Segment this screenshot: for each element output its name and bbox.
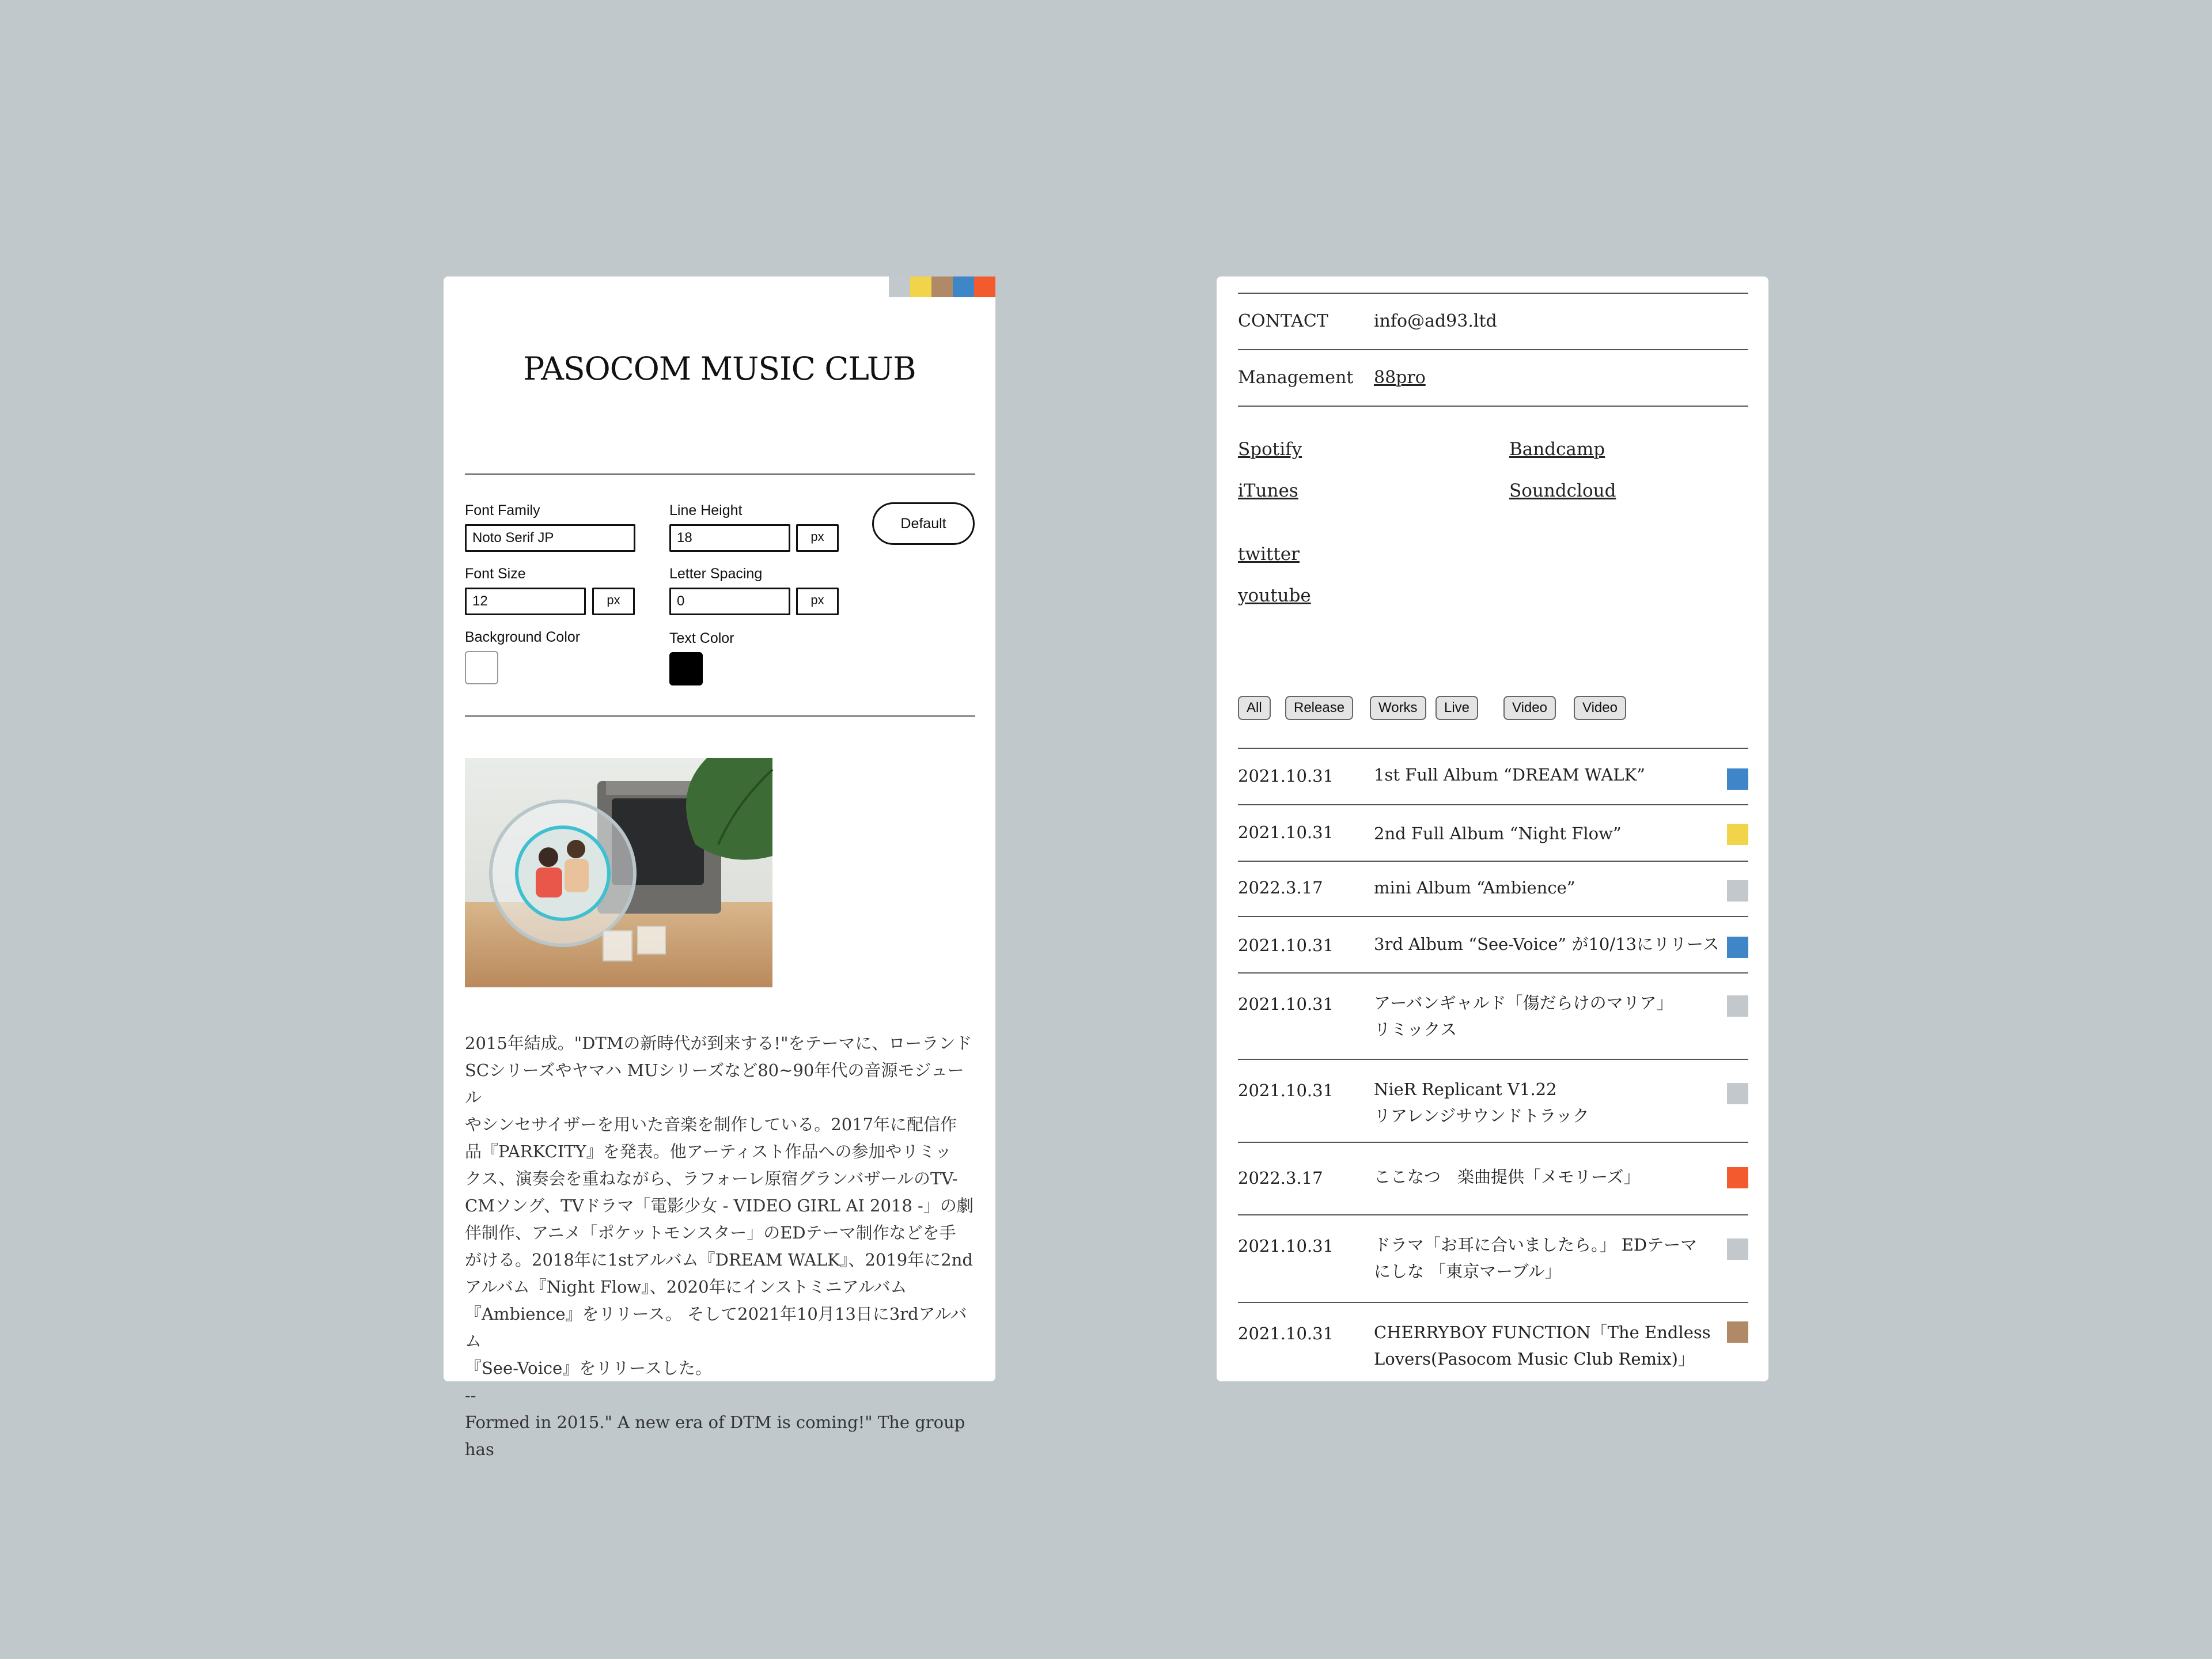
line-height-input[interactable]: 18 (669, 524, 790, 552)
news-title: ドラマ「お耳に合いましたら。」 EDテーマ (1374, 1235, 1698, 1255)
color-chip-yellow[interactable] (910, 276, 931, 297)
letter-spacing-label: Letter Spacing (669, 566, 763, 582)
filter-live[interactable]: Live (1435, 696, 1478, 720)
color-strip (889, 276, 995, 297)
text-color-label: Text Color (669, 630, 734, 646)
filter-release[interactable]: Release (1285, 696, 1353, 720)
news-item[interactable] (1238, 916, 1748, 974)
contact-label: CONTACT (1238, 311, 1328, 331)
news-date: 2021.10.31 (1238, 1324, 1334, 1343)
bio-line: 『See-Voice』をリリースした。 (465, 1358, 712, 1378)
letter-spacing-unit[interactable]: px (796, 588, 839, 615)
news-title: リミックス (1374, 1020, 1457, 1039)
youtube-link[interactable]: youtube (1238, 585, 1311, 606)
news-item[interactable] (1238, 1059, 1748, 1143)
font-size-label: Font Size (465, 566, 526, 582)
bio-separator: -- (465, 1385, 476, 1405)
bio-line: がける。2018年に1stアルバム『DREAM WALK』、2019年に2nd (465, 1250, 973, 1270)
bio-line: クス、演奏会を重ねながら、ラフォーレ原宿グランバザールのTV- (465, 1169, 958, 1188)
contact-row (1238, 293, 1748, 349)
category-square (1727, 1238, 1748, 1260)
site-title: PASOCOM MUSIC CLUB (523, 350, 916, 387)
news-item[interactable] (1238, 1142, 1748, 1215)
news-date: 2022.3.17 (1238, 1168, 1323, 1188)
news-title: アーバンギャルド「傷だらけのマリア」 (1374, 993, 1673, 1013)
bio-line: 2015年結成。"DTMの新時代が到来する!"をテーマに、ローランド (465, 1033, 972, 1053)
news-title: 1st Full Album “DREAM WALK” (1374, 765, 1645, 785)
news-title: Lovers(Pasocom Music Club Remix)」 (1374, 1349, 1695, 1369)
news-title: にしな 「東京マーブル」 (1374, 1262, 1562, 1281)
line-height-unit[interactable]: px (796, 524, 839, 552)
soundcloud-link[interactable]: Soundcloud (1509, 480, 1616, 501)
news-date: 2021.10.31 (1238, 1236, 1334, 1256)
category-square (1727, 1083, 1748, 1104)
font-family-input[interactable]: Noto Serif JP (465, 524, 635, 552)
news-date: 2021.10.31 (1238, 1081, 1334, 1100)
info-panel (1217, 276, 1768, 1381)
default-button[interactable]: Default (872, 502, 975, 545)
contact-email[interactable]: info@ad93.ltd (1374, 311, 1497, 331)
color-chip-gray[interactable] (889, 276, 910, 297)
color-chip-blue[interactable] (953, 276, 974, 297)
news-item[interactable] (1238, 1214, 1748, 1303)
band-biography (465, 1030, 978, 1463)
category-square (1727, 1167, 1748, 1188)
management-link[interactable]: 88pro (1374, 368, 1426, 388)
font-family-label: Font Family (465, 502, 540, 518)
news-title: CHERRYBOY FUNCTION「The Endless (1374, 1323, 1711, 1342)
bio-line: Formed in 2015." A new era of DTM is coming!" The group has (465, 1412, 965, 1459)
divider (465, 474, 975, 475)
news-item[interactable] (1238, 748, 1748, 805)
divider (1238, 406, 1748, 407)
category-square (1727, 1321, 1748, 1343)
bio-line: やシンセサイザーを用いた音楽を制作している。2017年に配信作 (465, 1115, 957, 1134)
text-color-swatch[interactable] (669, 652, 703, 685)
color-chip-brown[interactable] (931, 276, 953, 297)
news-item[interactable] (1238, 861, 1748, 917)
news-date: 2021.10.31 (1238, 935, 1334, 955)
news-item[interactable] (1238, 804, 1748, 862)
letter-spacing-input[interactable]: 0 (669, 588, 790, 615)
font-size-unit[interactable]: px (592, 588, 635, 615)
category-square (1727, 995, 1748, 1017)
bio-line: アルバム『Night Flow』、2020年にインストミニアルバム (465, 1277, 907, 1297)
news-title: リアレンジサウンドトラック (1374, 1106, 1589, 1126)
color-chip-orange[interactable] (974, 276, 995, 297)
bio-line: CMソング、TVドラマ「電影少女 - VIDEO GIRL AI 2018 -」の劇 (465, 1196, 974, 1215)
bio-line: 伴制作、アニメ「ポケットモンスター」のEDテーマ制作などを手 (465, 1223, 956, 1243)
bandcamp-link[interactable]: Bandcamp (1509, 439, 1605, 460)
news-date: 2021.10.31 (1238, 823, 1334, 842)
news-date: 2022.3.17 (1238, 878, 1323, 897)
divider (465, 715, 975, 717)
category-square (1727, 824, 1748, 845)
category-square (1727, 768, 1748, 790)
bio-line: SCシリーズやヤマハ MUシリーズなど80~90年代の音源モジュール (465, 1060, 964, 1107)
band-photo (465, 758, 772, 987)
bio-line: 『Ambience』をリリース。 そして2021年10月13日に3rdアルバム (465, 1304, 967, 1351)
news-title: 2nd Full Album “Night Flow” (1374, 824, 1622, 843)
line-height-label: Line Height (669, 502, 743, 518)
itunes-link[interactable]: iTunes (1238, 480, 1298, 501)
settings-panel (444, 276, 995, 1459)
twitter-link[interactable]: twitter (1238, 544, 1300, 565)
category-square (1727, 937, 1748, 958)
bio-line: 品『PARKCITY』を発表。他アーティスト作品への参加やリミッ (465, 1142, 952, 1161)
filter-video[interactable]: Video (1574, 696, 1626, 720)
news-title: NieR Replicant V1.22 (1374, 1080, 1557, 1099)
management-label: Management (1238, 368, 1354, 388)
news-title: mini Album “Ambience” (1374, 878, 1575, 897)
news-title: ここなつ 楽曲提供「メモリーズ」 (1374, 1167, 1641, 1187)
news-item[interactable] (1238, 972, 1748, 1060)
category-square (1727, 880, 1748, 902)
filter-all[interactable]: All (1238, 696, 1271, 720)
background-color-swatch[interactable] (465, 651, 498, 684)
font-size-input[interactable]: 12 (465, 588, 586, 615)
news-date: 2021.10.31 (1238, 994, 1334, 1014)
news-date: 2021.10.31 (1238, 766, 1334, 786)
filter-video[interactable]: Video (1503, 696, 1556, 720)
filter-works[interactable]: Works (1370, 696, 1426, 720)
background-color-label: Background Color (465, 629, 581, 645)
news-item[interactable] (1238, 1302, 1748, 1384)
management-row (1238, 349, 1748, 406)
news-title: 3rd Album “See-Voice” が10/13にリリース (1374, 934, 1719, 954)
spotify-link[interactable]: Spotify (1238, 439, 1302, 460)
